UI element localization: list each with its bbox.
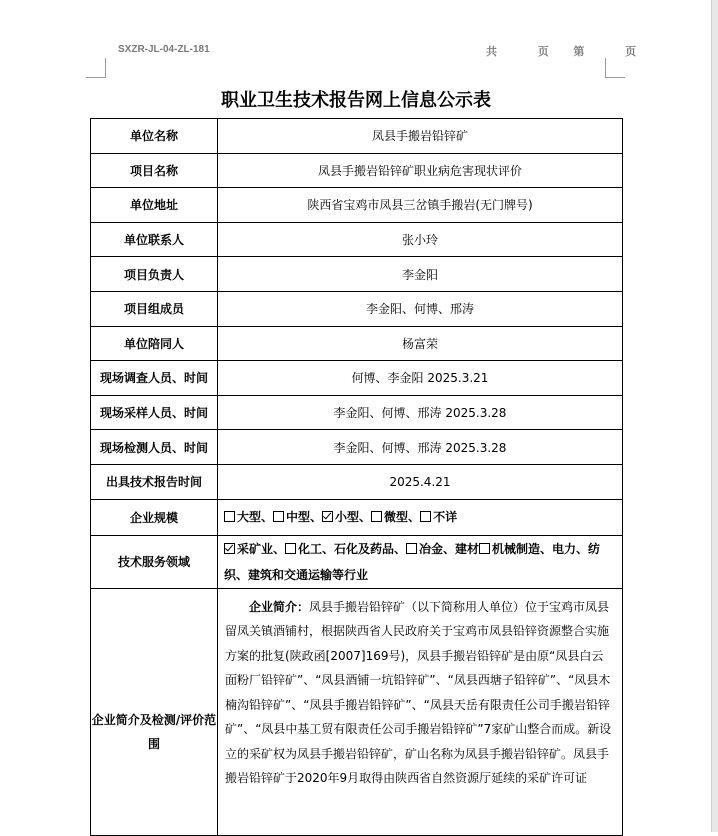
scale-row: [91, 499, 623, 535]
crop-mark-left-vertical: [105, 58, 106, 78]
crop-mark-right-vertical: [605, 58, 606, 78]
intro-label: 企业简介及检测/评价范围: [91, 588, 218, 835]
row-value: 李金阳、何博、邢涛 2025.3.28: [218, 430, 623, 465]
page-current-prefix: 第: [573, 45, 586, 58]
info-table: [90, 118, 623, 836]
scale-option[interactable]: [420, 510, 457, 524]
scale-option[interactable]: [273, 510, 322, 524]
table-row: [91, 326, 623, 361]
option-text: 采矿业、: [237, 541, 286, 556]
row-label: 单位联系人: [91, 222, 218, 257]
row-value: 陕西省宝鸡市凤县三岔镇手搬岩(无门牌号): [218, 188, 623, 223]
page-total-prefix: 共: [486, 45, 498, 58]
table-row: [91, 257, 623, 292]
scale-label: 企业规模: [91, 499, 218, 535]
row-value: 凤县手搬岩铅锌矿职业病危害现状评价: [218, 153, 623, 188]
option-text: 化工、石化及药品、: [298, 541, 407, 556]
service-row: [91, 535, 623, 588]
table-row: [91, 395, 623, 430]
option-text: 大型、: [237, 510, 274, 525]
row-label: 单位名称: [91, 119, 218, 154]
row-value: 李金阳、何博、邢涛 2025.3.28: [218, 395, 623, 430]
option-text: 微型、: [384, 510, 421, 525]
service-option[interactable]: [406, 542, 479, 556]
table-row: [91, 222, 623, 257]
checkbox-icon[interactable]: [273, 511, 284, 522]
checkbox-icon[interactable]: [479, 543, 490, 554]
row-value: 李金阳、何博、邢涛: [218, 291, 623, 326]
row-label: 项目组成员: [91, 291, 218, 326]
row-label: 现场采样人员、时间: [91, 395, 218, 430]
row-label: 项目负责人: [91, 257, 218, 292]
scale-option[interactable]: [371, 510, 420, 524]
table-row: [91, 119, 623, 154]
row-label: 单位陪同人: [91, 326, 218, 361]
intro-row: [91, 588, 623, 835]
option-text: 中型、: [286, 510, 323, 525]
row-value: 何博、李金阳 2025.3.21: [218, 361, 623, 396]
crop-mark-left-horizontal: [86, 77, 106, 78]
service-label: 技术服务领域: [91, 535, 218, 588]
row-value: 凤县手搬岩铅锌矿: [218, 119, 623, 154]
scale-option[interactable]: [322, 510, 371, 524]
table-row: [91, 430, 623, 465]
row-label: 现场检测人员、时间: [91, 430, 218, 465]
table-row: [91, 464, 623, 499]
row-value: 2025.4.21: [218, 464, 623, 499]
option-text: 不详: [433, 510, 458, 525]
row-label: 单位地址: [91, 188, 218, 223]
page-scrollbar-gutter[interactable]: [711, 0, 718, 832]
page-total-unit: 页: [537, 45, 550, 58]
checkbox-icon[interactable]: [285, 543, 296, 554]
row-label: 现场调查人员、时间: [91, 361, 218, 396]
row-label: 项目名称: [91, 153, 218, 188]
service-option[interactable]: [285, 542, 406, 556]
page-title: 职业卫生技术报告网上信息公示表: [221, 90, 491, 111]
table-row: [91, 153, 623, 188]
scale-option[interactable]: [224, 510, 273, 524]
service-options: [218, 535, 623, 588]
option-text: 冶金、建材: [419, 541, 480, 556]
crop-mark-right-horizontal: [605, 77, 625, 78]
row-label: 出具技术报告时间: [91, 464, 218, 499]
checkbox-icon[interactable]: [224, 511, 235, 522]
intro-text: [218, 588, 623, 835]
checkbox-icon[interactable]: [406, 543, 417, 554]
option-text: 机械制造、电力、纺织、建筑和交通运输等行业: [224, 541, 601, 582]
table-row: [91, 361, 623, 396]
checked-checkbox-icon[interactable]: [322, 511, 333, 522]
page-number-line: [486, 43, 637, 59]
row-value: 张小玲: [218, 222, 623, 257]
table-row: [91, 188, 623, 223]
checked-checkbox-icon[interactable]: [224, 543, 235, 554]
option-text: 小型、: [335, 510, 372, 525]
service-option[interactable]: [224, 542, 285, 556]
document-code: SXZR-JL-04-ZL-181: [118, 44, 210, 55]
page-current-unit: 页: [625, 45, 638, 58]
row-value: 李金阳: [218, 257, 623, 292]
scale-options: [218, 499, 623, 535]
checkbox-icon[interactable]: [420, 511, 431, 522]
intro-lead: 企业简介：: [249, 599, 310, 614]
checkbox-icon[interactable]: [371, 511, 382, 522]
intro-body: 凤县手搬岩铅锌矿（以下简称用人单位）位于宝鸡市凤县留凤关镇酒铺村，根据陕西省人民政府关于宝鸡市凤县铅锌资源整合实施方案的批复(陕政函[2007]169号)，凤县手搬岩铅锌矿是由原“凤县白云面粉厂铅锌矿”、“凤县酒铺一坑铅锌矿”、“凤县西塘子铅锌矿”、“凤县木楠沟铅锌矿”、“凤县手搬岩铅锌矿”、“凤县天岳有限责任公司手搬岩铅锌矿”、“凤县中基工贸有限责任公司手搬岩铅锌矿”7家矿山整合而成。新设立的采矿权为凤县手搬岩铅锌矿，矿山名称为凤县手搬岩铅锌矿。凤县手搬岩铅锌矿于2020年9月取得由陕西省自然资源厅延续的采矿许可证: [225, 599, 612, 786]
table-row: [91, 291, 623, 326]
row-value: 杨富荣: [218, 326, 623, 361]
